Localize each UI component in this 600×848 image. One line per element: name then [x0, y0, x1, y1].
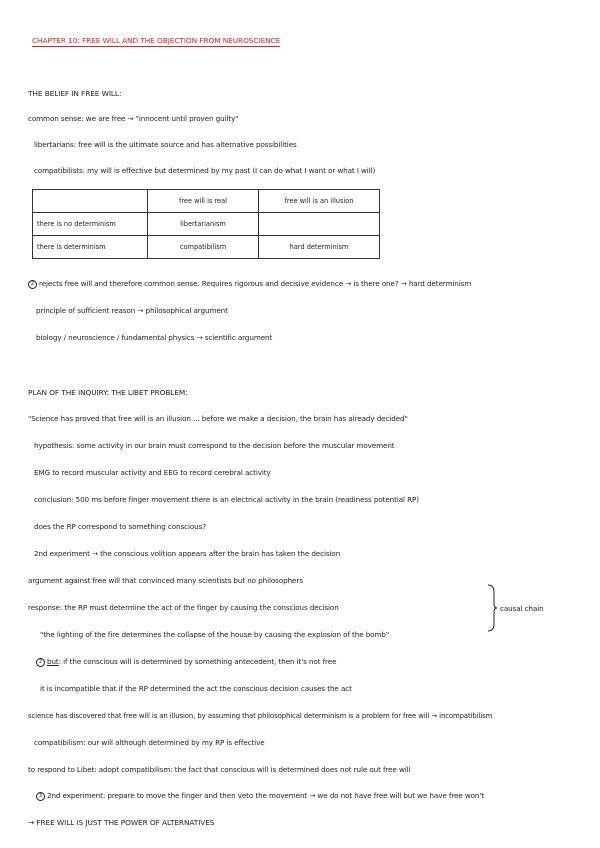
- rejects-text: rejects free will and therefore common sense. Requires rigorous and decisive evidence → is there one? → hard determinism: [39, 279, 472, 288]
- table-row: [33, 213, 380, 236]
- table-header-real: free will is real: [148, 190, 259, 213]
- causal-chain-label: causal chain: [500, 604, 544, 613]
- experiment-line: 2nd experiment → the conscious volition appears after the brain has taken the decision: [34, 549, 341, 558]
- table-header-illusion: free will is an illusion: [259, 190, 380, 213]
- final-line: → FREE WILL IS JUST THE POWER OF ALTERNATIVES: [28, 818, 215, 827]
- libertarians-line: libertarians: free will is the ultimate source and has alternative possibilities: [34, 140, 297, 149]
- table-row1-label: there is no determinism: [33, 213, 148, 236]
- hypothesis-line: hypothesis: some activity in our brain must correspond to the decision before the muscular movement: [34, 441, 395, 450]
- table-row1-col2: [259, 213, 380, 236]
- circled-number: 2: [36, 658, 45, 667]
- page-title: [32, 36, 280, 46]
- respond-line: to respond to Libet: adopt compatibilism: the fact that conscious will is determined does not rule out free will: [28, 765, 411, 774]
- compatibilists-line: compatibilists: my will is effective but determined by my past (I can do what I want or what I will): [34, 166, 376, 175]
- second-experiment-text: 2nd experiment: prepare to move the finger and then veto the movement → we do not have free will but we have free won't: [47, 791, 484, 800]
- table-row1-col1: libertarianism: [148, 213, 259, 236]
- conclusion-line: conclusion: 500 ms before finger movement there is an electrical activity in the brain (readiness potential RP): [34, 495, 419, 504]
- circled-number: 2: [28, 280, 37, 289]
- but-word: but: [47, 657, 59, 666]
- emg-line: EMG to record muscular activity and EEG to record cerebral activity: [34, 468, 271, 477]
- lighting-line: "the lighting of the fire determines the collapse of the house by causing the explosion of the bomb": [40, 630, 390, 639]
- table-corner-cell: [33, 190, 148, 213]
- but-text: : if the conscious will is determined by something antecedent, then it's not free: [58, 657, 337, 666]
- biology-line: biology / neuroscience / fundamental physics → scientific argument: [36, 333, 273, 342]
- table-row2-col2: hard determinism: [259, 236, 380, 259]
- positions-table: [32, 189, 380, 259]
- section1-heading: THE BELIEF IN FREE WILL:: [28, 89, 122, 98]
- table-row: [33, 236, 380, 259]
- compatibilism-line: compatibilism: our will although determined by my RP is effective: [34, 738, 265, 747]
- science-line: science has discovered that free will is an illusion, by assuming that philosophical determinism is a problem for free will → incompatibilism: [28, 712, 493, 720]
- section2-heading: PLAN OF THE INQUIRY: THE LIBET PROBLEM:: [28, 388, 188, 397]
- page-title-text: CHAPTER 10: FREE WILL AND THE OBJECTION FROM NEUROSCIENCE: [32, 36, 281, 45]
- argument-line: argument against free will that convinced many scientists but no philosophers: [28, 576, 303, 585]
- rejects-line: [28, 279, 471, 289]
- incompatible-line: it is incompatible that if the RP determined the act the conscious decision causes the act: [40, 684, 352, 693]
- second-experiment-line: [36, 791, 484, 801]
- table-row: [33, 190, 380, 213]
- common-sense-line: common sense: we are free → "innocent until proven guilty": [28, 114, 239, 123]
- table-row2-label: there is determinism: [33, 236, 148, 259]
- quote-line: "Science has proved that free will is an illusion ... before we make a decision, the brain has already decided": [28, 414, 408, 423]
- question-line: does the RP correspond to something conscious?: [34, 522, 206, 531]
- response-line: response: the RP must determine the act of the finger by causing the conscious decision: [28, 603, 339, 612]
- table-row2-col1: compatibilism: [148, 236, 259, 259]
- brace-icon: [484, 584, 498, 632]
- principle-line: principle of sufficient reason → philosophical argument: [36, 306, 228, 315]
- circled-number: 3: [36, 792, 45, 801]
- but-line: [36, 657, 336, 667]
